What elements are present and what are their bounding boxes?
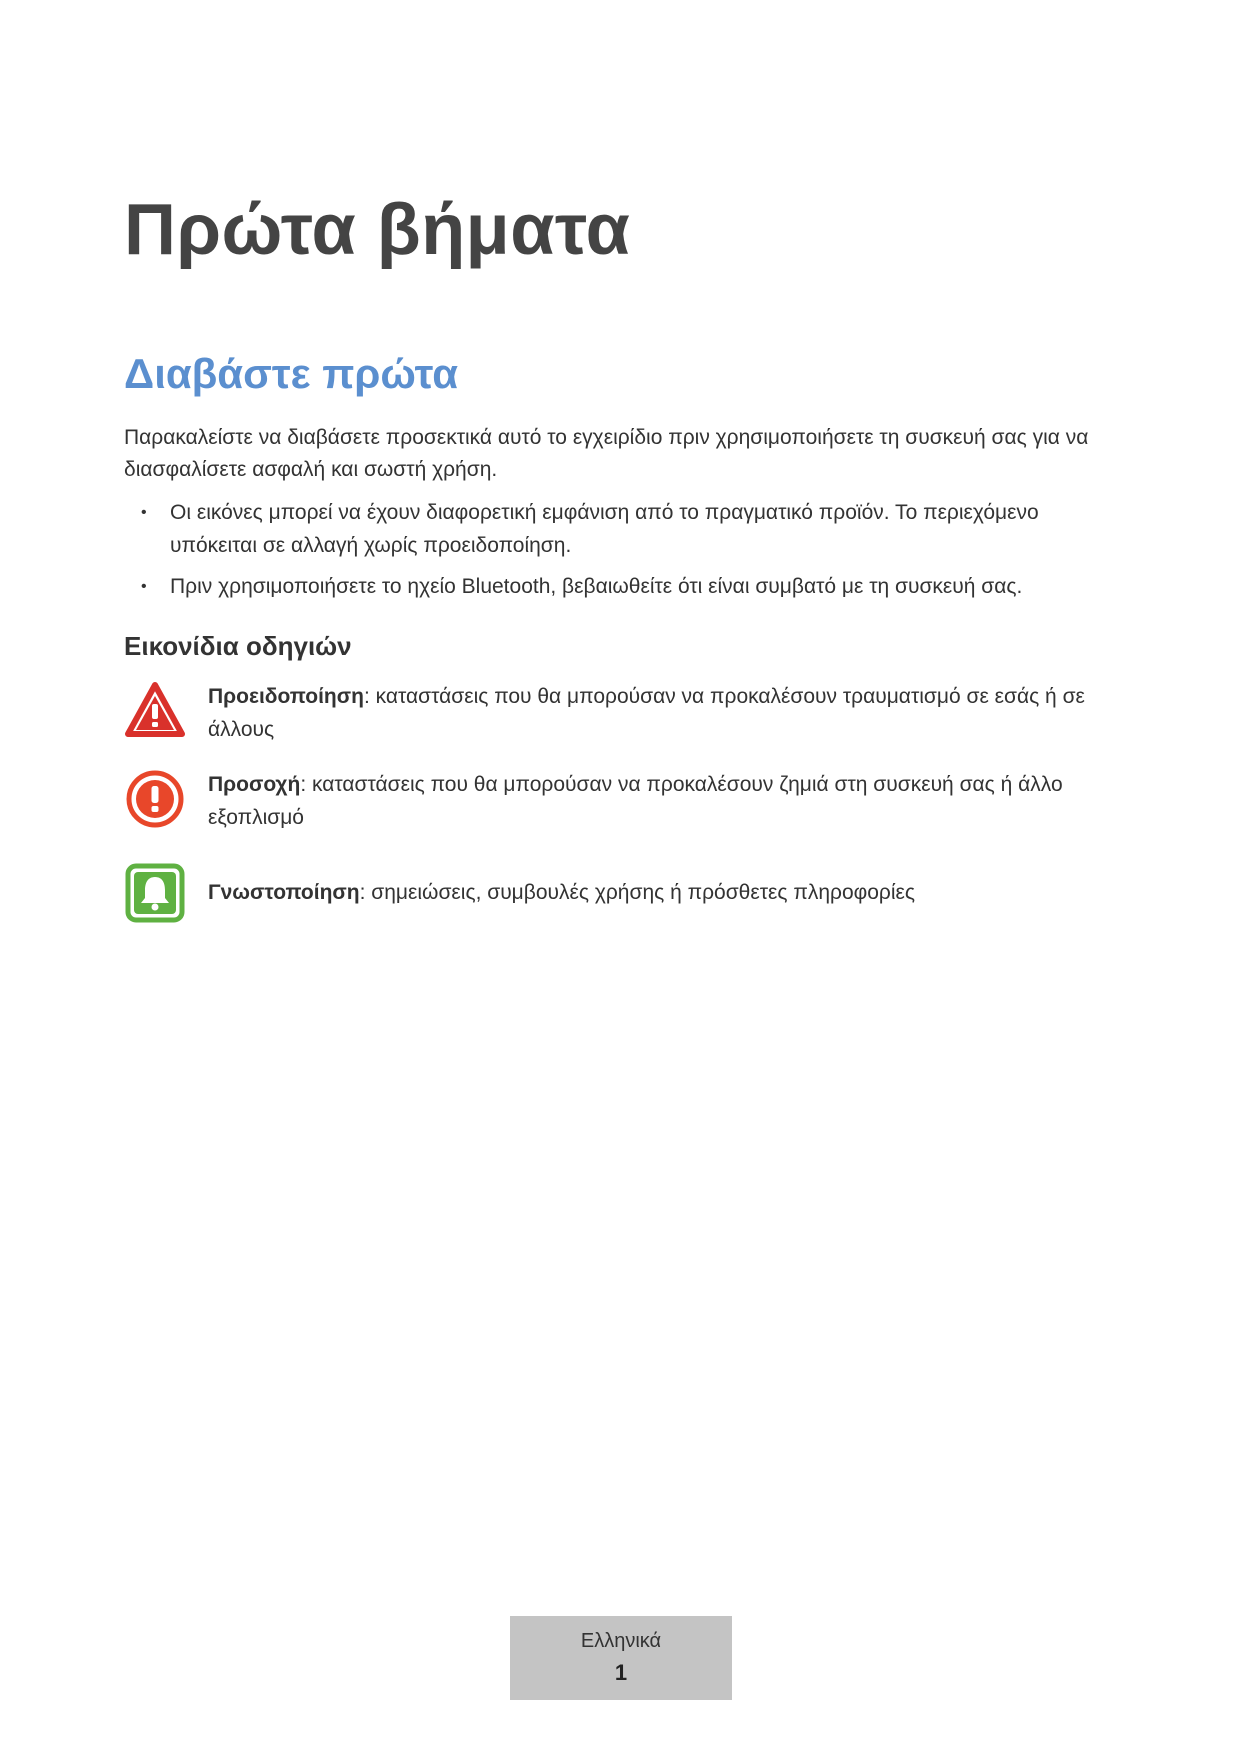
notice-desc: : σημειώσεις, συμβουλές χρήσης ή πρόσθετες πληροφορίες [359, 881, 916, 904]
bullet-text: Οι εικόνες μπορεί να έχουν διαφορετική εμφάνιση από το πραγματικό προϊόν. Το περιεχόμενο υπόκειται σε αλλαγή χωρίς προειδοποίηση. [170, 501, 1039, 557]
warning-desc: : καταστάσεις που θα μπορούσαν να προκαλέσουν τραυματισμό σε εσάς ή σε άλλους [208, 685, 1085, 741]
warning-triangle-icon [124, 680, 186, 742]
bullet-dot-icon: • [141, 578, 147, 595]
notice-term: Γνωστοποίηση [208, 881, 360, 904]
notice-bell-icon [124, 862, 186, 924]
page-number: 1 [614, 1660, 628, 1685]
bullet-list [124, 496, 1124, 611]
caution-description [208, 768, 1108, 834]
page-footer [510, 1616, 732, 1700]
caution-term: Προσοχή [208, 773, 301, 796]
section-title: Διαβάστε πρώτα [124, 350, 459, 397]
footer-language: Ελληνικά [580, 1630, 662, 1652]
icon-legend-caution [124, 768, 1124, 834]
icon-legend-notice [124, 862, 1124, 924]
warning-term: Προειδοποίηση [208, 685, 364, 708]
intro-paragraph: Παρακαλείστε να διαβάσετε προσεκτικά αυτό το εγχειρίδιο πριν χρησιμοποιήσετε τη συσκευή σας για να διασφαλίσετε ασφαλή και σωστή χρήση. [124, 426, 1089, 481]
list-item [124, 570, 1124, 603]
bullet-dot-icon: • [141, 504, 147, 521]
icons-section-title: Εικονίδια οδηγιών [124, 631, 352, 661]
warning-description [208, 680, 1108, 746]
caution-circle-icon [124, 768, 186, 830]
page-title: Πρώτα βήματα [124, 190, 631, 270]
caution-desc: : καταστάσεις που θα μπορούσαν να προκαλέσουν ζημιά στη συσκευή σας ή άλλο εξοπλισμό [208, 773, 1063, 829]
bullet-text: Πριν χρησιμοποιήσετε το ηχείο Bluetooth, βεβαιωθείτε ότι είναι συμβατό με τη συσκευή σας. [170, 575, 1023, 598]
notice-description [208, 876, 1108, 909]
icon-legend-warning [124, 680, 1124, 746]
list-item [124, 496, 1124, 562]
